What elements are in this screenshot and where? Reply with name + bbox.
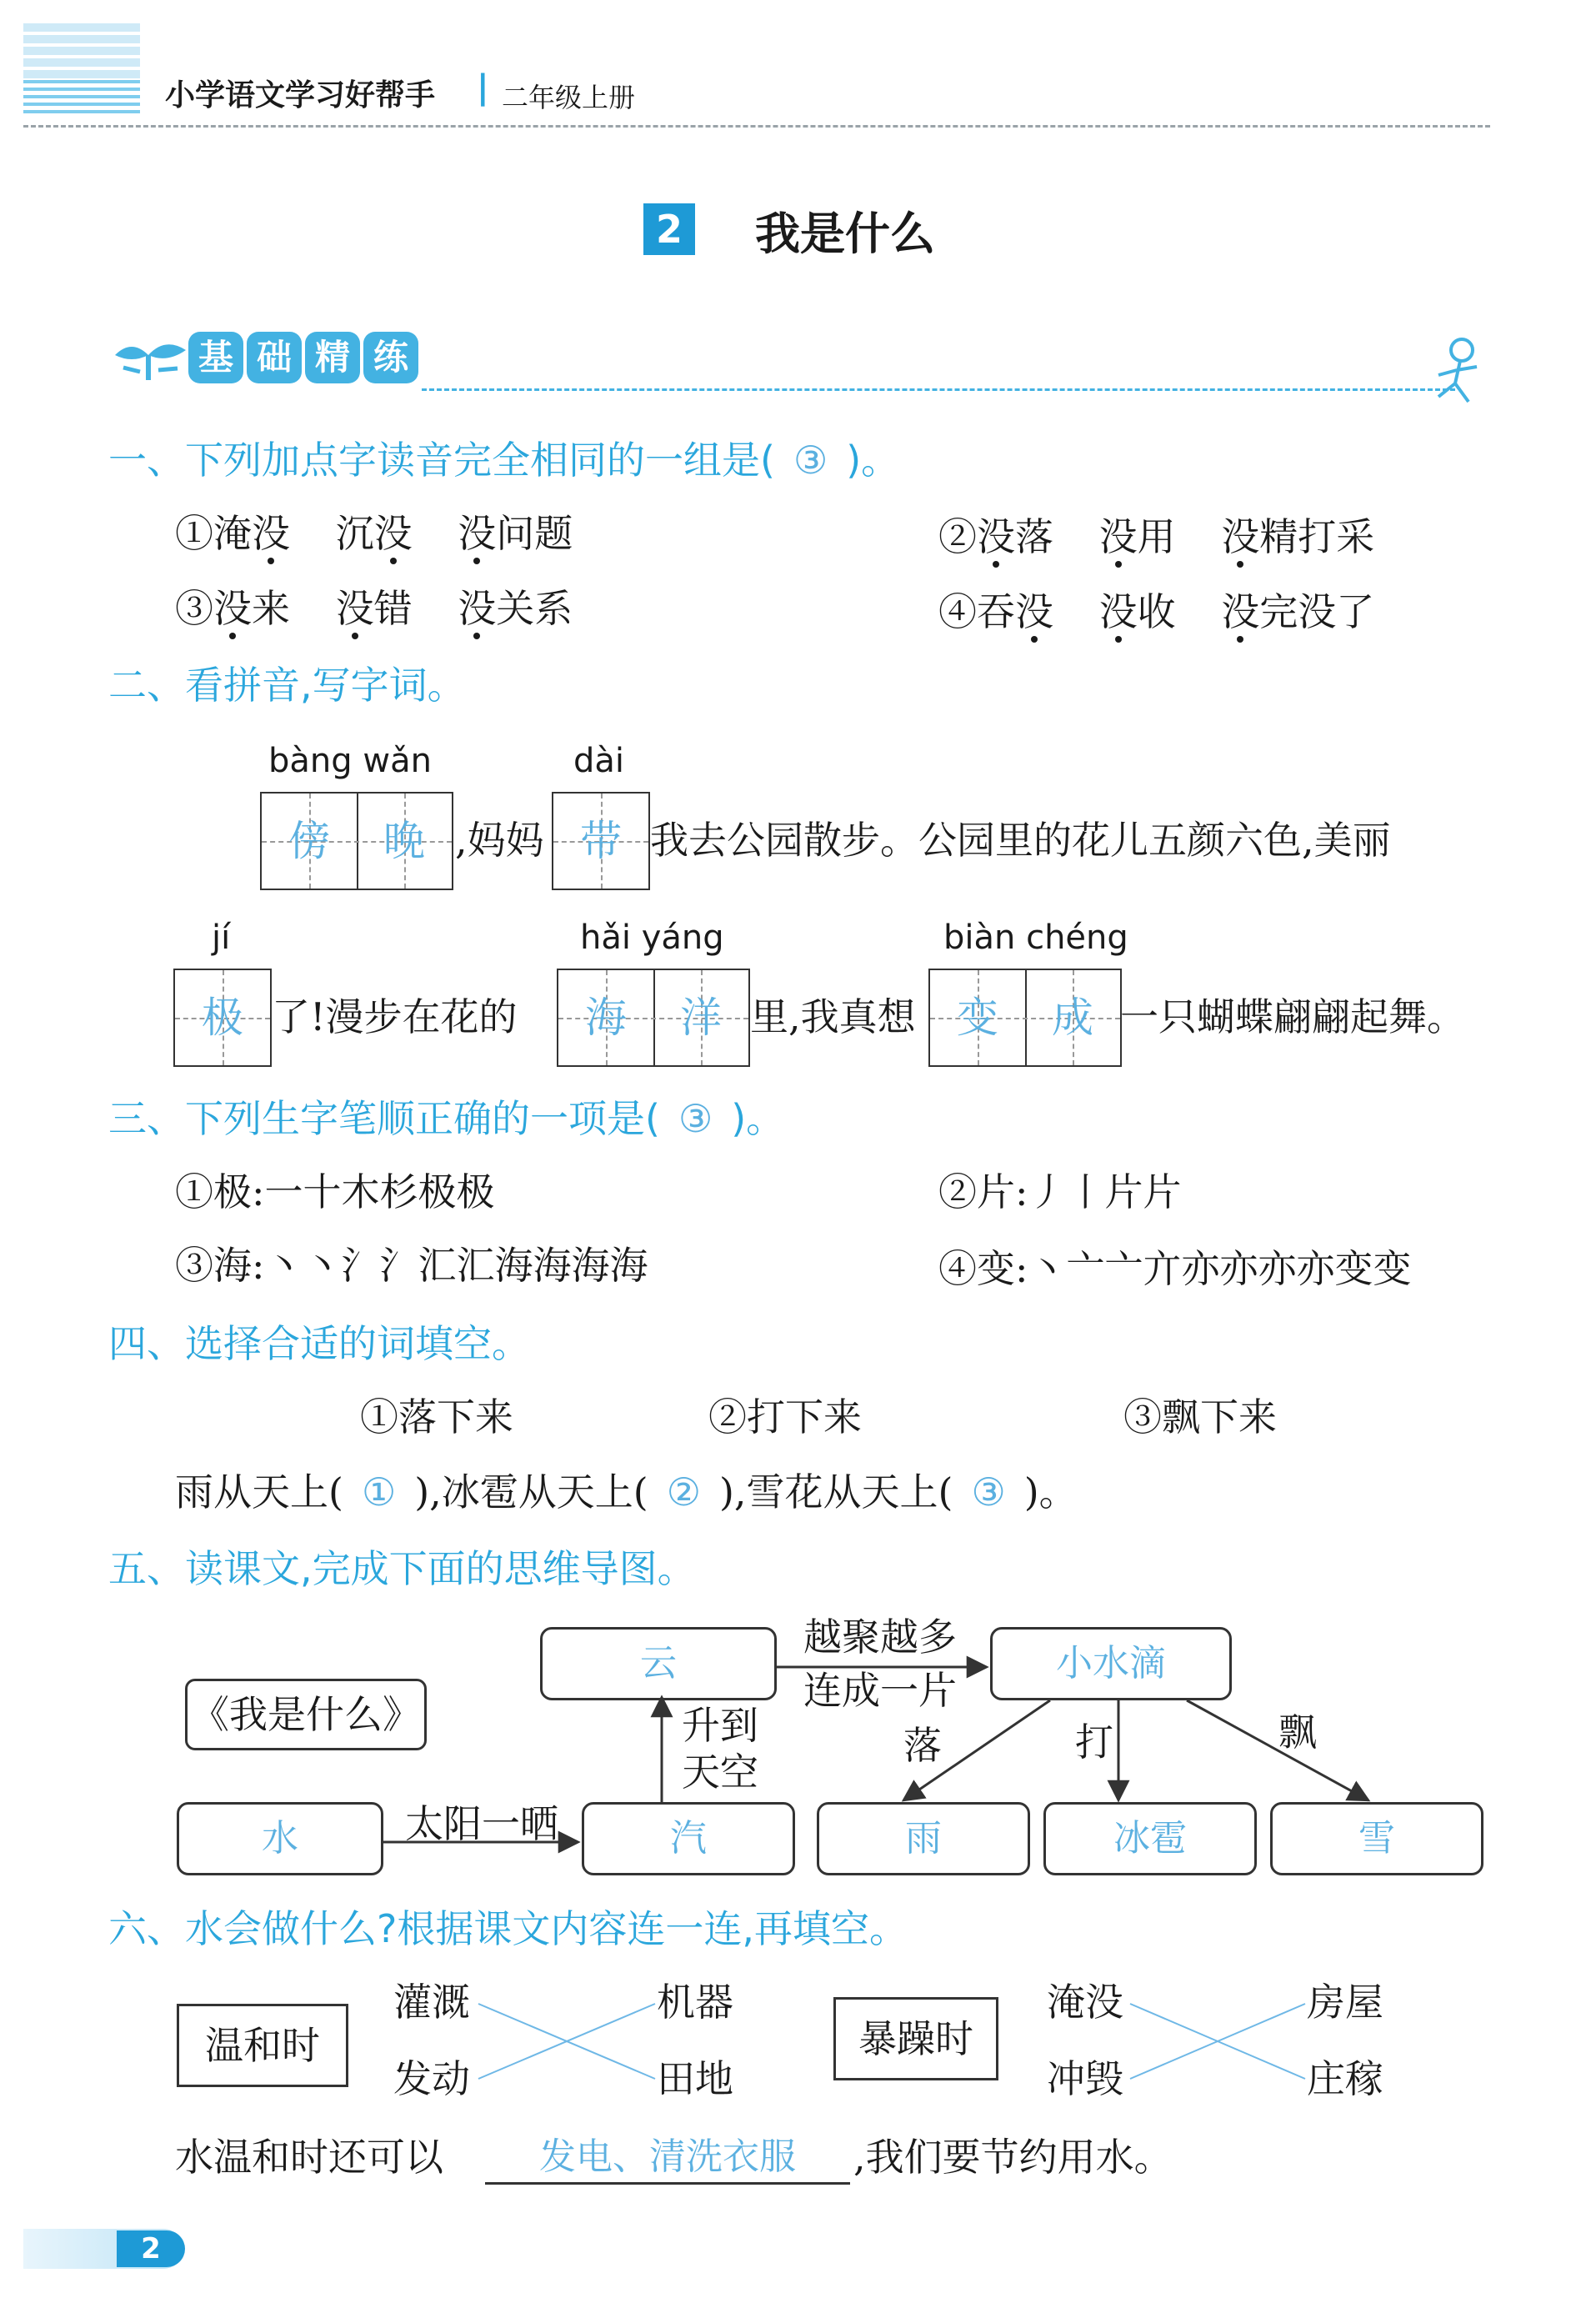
pinyin-bangwan: bàng wǎn: [268, 742, 432, 780]
q3-option-2: ②片:丿丨片片: [938, 1169, 1182, 1214]
edge-label-gather: 越聚越多: [803, 1615, 957, 1660]
q2-text-1: ,妈妈: [455, 818, 544, 863]
q1-option-1: ①淹没 沉没 没问题: [175, 511, 573, 556]
edge-label-drift: 飘: [1278, 1710, 1317, 1755]
q3-answer: ③: [678, 1096, 713, 1141]
edge-label-join: 连成一片: [803, 1668, 957, 1713]
q3-option-1: ①极:一十木杉极极: [175, 1169, 495, 1214]
pinyin-dai: dài: [573, 742, 625, 780]
answer-box-biancheng[interactable]: 变 成: [928, 969, 1122, 1067]
q3-option-4: ④变:丶亠亠亣亦亦亦亦变变: [938, 1246, 1412, 1291]
header-separator: |: [477, 68, 489, 107]
answer-box-bangwan[interactable]: 傍 晚: [260, 792, 453, 890]
q3-option-3: ③海:丶丶氵氵汇汇海海海海: [175, 1243, 648, 1288]
label-gentle: 温和时: [177, 2004, 348, 2087]
mindmap-node-vapor: 汽: [582, 1802, 795, 1875]
q6-prompt: 六、水会做什么?根据课文内容连一连,再填空。: [108, 1906, 908, 1951]
book-title: 小学语文学习好帮手: [165, 78, 436, 113]
q6-fill-answer: 发电、清洗衣服: [539, 2135, 796, 2178]
label-violent: 暴躁时: [833, 1997, 998, 2080]
q6-fill-suffix: ,我们要节约用水。: [853, 2135, 1173, 2180]
q1-option-3: ③没来 没错 没关系: [175, 586, 573, 631]
pinyin-ji: jí: [212, 919, 231, 957]
q2-text-4: 里,我真想: [750, 994, 916, 1039]
lesson-title: 我是什么: [755, 208, 935, 260]
q2-prompt: 二、看拼音,写字词。: [108, 663, 466, 708]
q5-prompt: 五、读课文,完成下面的思维导图。: [108, 1546, 696, 1591]
q6-fill-blank[interactable]: [485, 2134, 850, 2185]
q4-prompt: 四、选择合适的词填空。: [108, 1321, 530, 1366]
section-badge-char: 练: [363, 332, 418, 383]
gentle-left-1: 灌溉: [393, 1980, 470, 2025]
violent-right-2: 庄稼: [1307, 2056, 1383, 2101]
q4-choice-1: ①落下来: [360, 1394, 513, 1439]
mindmap-node-hail: 冰雹: [1043, 1802, 1257, 1875]
violent-left-2: 冲毁: [1047, 2056, 1123, 2101]
q1-prompt: 一、下列加点字读音完全相同的一组是( ③ )。: [108, 438, 900, 483]
edge-label-rise: 升到: [682, 1703, 758, 1748]
page-number: 2: [117, 2230, 185, 2267]
q4-answer-2: ②: [666, 1469, 701, 1514]
answer-box-haiyang[interactable]: 海 洋: [557, 969, 750, 1067]
gentle-right-2: 田地: [657, 2056, 733, 2101]
edge-label-sky: 天空: [682, 1750, 758, 1795]
q4-choice-2: ②打下来: [708, 1394, 862, 1439]
q1-option-4: ④吞没 没收 没完没了: [938, 589, 1375, 634]
q4-answer-1: ①: [361, 1469, 397, 1514]
violent-left-1: 淹没: [1047, 1980, 1123, 2025]
section-badge-char: 基: [188, 332, 243, 383]
q4-sentence: 雨从天上( ① ),冰雹从天上( ② ),雪花从天上( ③ )。: [175, 1469, 1078, 1514]
q2-text-3: 了!漫步在花的: [272, 994, 518, 1039]
gentle-left-2: 发动: [393, 2056, 470, 2101]
grade-label: 二年级上册: [502, 82, 636, 113]
gentle-right-1: 机器: [657, 1980, 733, 2025]
section-badge-char: 精: [305, 332, 360, 383]
q4-answer-3: ③: [971, 1469, 1006, 1514]
q6-fill-prefix: 水温和时还可以: [175, 2135, 443, 2180]
edge-label-fall: 落: [903, 1723, 942, 1768]
mindmap-title-box: 《我是什么》: [185, 1679, 427, 1750]
mindmap-node-cloud: 云: [540, 1627, 777, 1700]
section-badge-char: 础: [247, 332, 302, 383]
mindmap-node-droplet: 小水滴: [990, 1627, 1232, 1700]
mindmap-node-snow: 雪: [1270, 1802, 1483, 1875]
q1-answer: ③: [793, 438, 828, 483]
edge-label-sun: 太阳一晒: [405, 1801, 558, 1846]
answer-box-dai[interactable]: 带: [552, 792, 650, 890]
pinyin-biancheng: biàn chéng: [943, 919, 1128, 957]
edge-label-hit: 打: [1075, 1720, 1113, 1765]
mindmap-node-water: 水: [177, 1802, 383, 1875]
mindmap-node-rain: 雨: [817, 1802, 1030, 1875]
answer-box-ji[interactable]: 极: [173, 969, 272, 1067]
q1-option-2: ②没落 没用 没精打采: [938, 514, 1375, 559]
violent-right-1: 房屋: [1307, 1980, 1383, 2025]
q3-prompt: 三、下列生字笔顺正确的一项是( ③ )。: [108, 1096, 785, 1141]
lesson-number: 2: [643, 203, 695, 255]
q2-text-5: 一只蝴蝶翩翩起舞。: [1120, 994, 1465, 1039]
pinyin-haiyang: hǎi yáng: [580, 919, 724, 957]
q2-text-2: 我去公园散步。公园里的花儿五颜六色,美丽: [650, 818, 1391, 863]
q4-choice-3: ③飘下来: [1123, 1394, 1277, 1439]
